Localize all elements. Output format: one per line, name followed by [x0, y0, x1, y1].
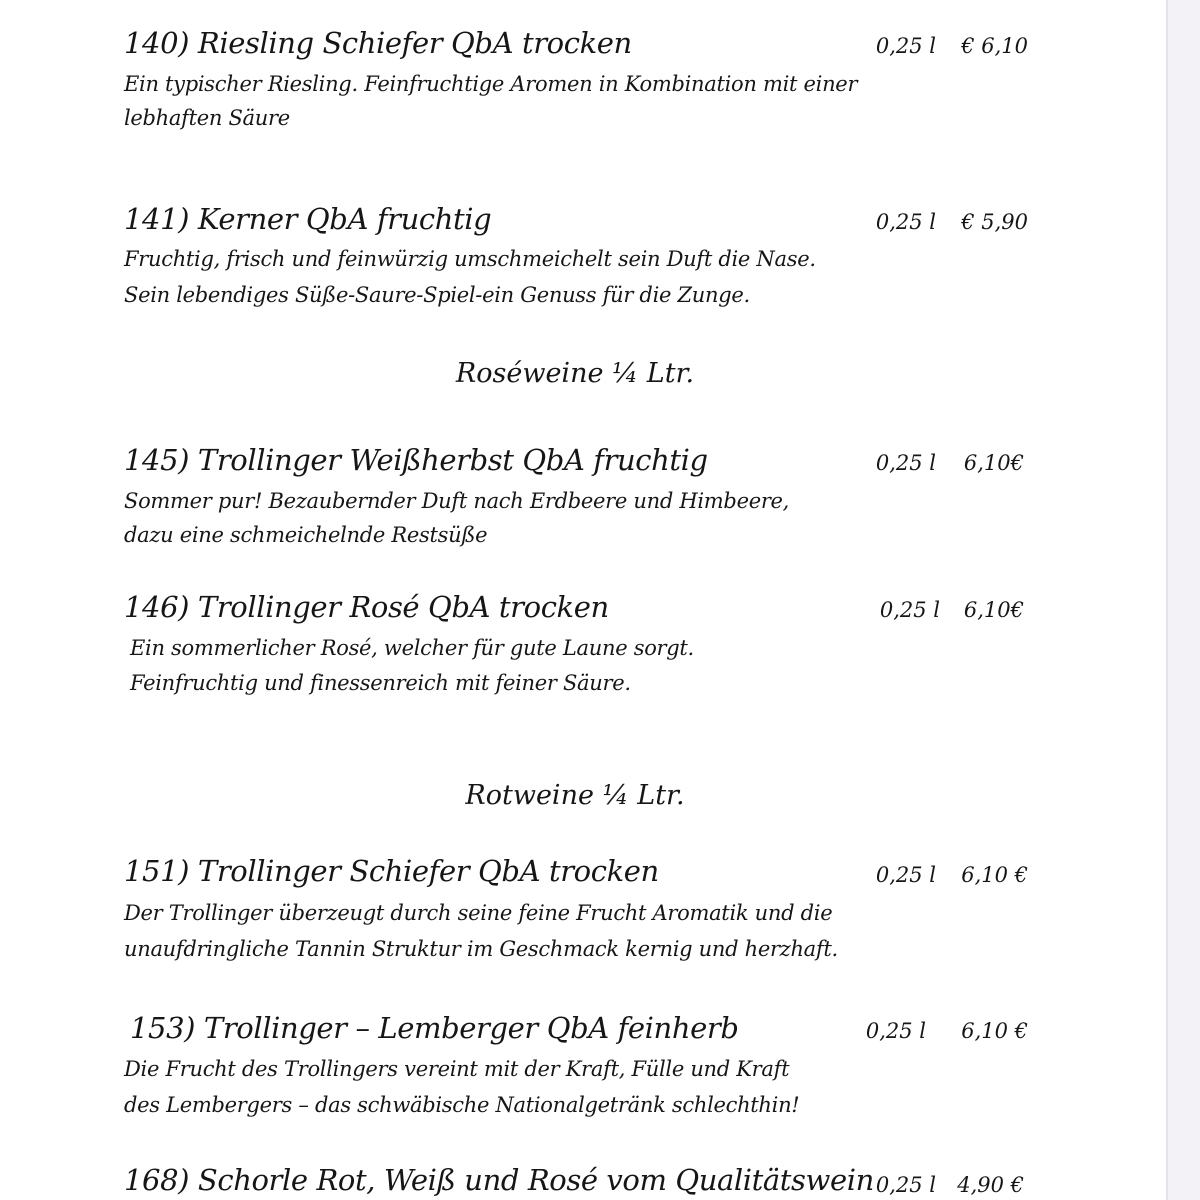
wine-title-140: 140) Riesling Schiefer QbA trocken	[124, 26, 632, 60]
wine-volume-153: 0,25 l	[865, 1019, 926, 1043]
wine-volume-141: 0,25 l	[875, 210, 936, 234]
viewer-background	[1168, 0, 1200, 1200]
wine-title-145: 145) Trollinger Weißherbst QbA fruchtig	[124, 443, 708, 477]
wine-title-141: 141) Kerner QbA fruchtig	[124, 202, 492, 236]
wine-description-146-line-2: Feinfruchtig und finessenreich mit feiner Säure.	[130, 671, 631, 695]
wine-price-151: 6,10 €	[961, 863, 1028, 887]
wine-description-140-line-1: Ein typischer Riesling. Feinfruchtige Aromen in Kombination mit einer	[124, 72, 858, 96]
section-heading-rotweine: Rotweine ¼ Ltr.	[465, 780, 685, 811]
wine-description-146-line-1: Ein sommerlicher Rosé, welcher für gute Laune sorgt.	[130, 636, 694, 660]
wine-description-141-line-2: Sein lebendiges Süße-Saure-Spiel-ein Genuss für die Zunge.	[124, 283, 750, 307]
wine-description-145-line-1: Sommer pur! Bezaubernder Duft nach Erdbeere und Himbeere,	[124, 489, 790, 513]
wine-title-146: 146) Trollinger Rosé QbA trocken	[124, 590, 609, 624]
wine-price-168: 4,90 €	[957, 1173, 1024, 1197]
wine-volume-140: 0,25 l	[875, 34, 936, 58]
section-heading-roseweine: Roséweine ¼ Ltr.	[455, 358, 695, 389]
wine-title-153: 153) Trollinger – Lemberger QbA feinherb	[130, 1011, 739, 1045]
wine-description-151-line-2: unaufdringliche Tannin Struktur im Geschmack kernig und herzhaft.	[124, 937, 838, 961]
wine-description-151-line-1: Der Trollinger überzeugt durch seine feine Frucht Aromatik und die	[124, 901, 833, 925]
wine-description-145-line-2: dazu eine schmeichelnde Restsüße	[124, 523, 488, 547]
wine-description-153-line-2: des Lembergers – das schwäbische Nationalgetränk schlechthin!	[124, 1093, 800, 1117]
wine-description-141-line-1: Fruchtig, frisch und feinwürzig umschmeichelt sein Duft die Nase.	[124, 247, 816, 271]
wine-description-153-line-1: Die Frucht des Trollingers vereint mit der Kraft, Fülle und Kraft	[124, 1057, 790, 1081]
wine-description-140-line-2: lebhaften Säure	[124, 106, 290, 130]
wine-volume-145: 0,25 l	[875, 451, 936, 475]
wine-volume-146: 0,25 l	[879, 598, 940, 622]
wine-price-153: 6,10 €	[961, 1019, 1028, 1043]
wine-price-145: 6,10€	[963, 451, 1024, 475]
wine-volume-168: 0,25 l	[875, 1173, 936, 1197]
wine-price-141: € 5,90	[961, 210, 1028, 234]
wine-price-146: 6,10€	[963, 598, 1024, 622]
wine-price-140: € 6,10	[961, 34, 1028, 58]
wine-title-151: 151) Trollinger Schiefer QbA trocken	[124, 854, 659, 888]
wine-volume-151: 0,25 l	[875, 863, 936, 887]
wine-title-168: 168) Schorle Rot, Weiß und Rosé vom Qualitätswein	[124, 1163, 874, 1197]
